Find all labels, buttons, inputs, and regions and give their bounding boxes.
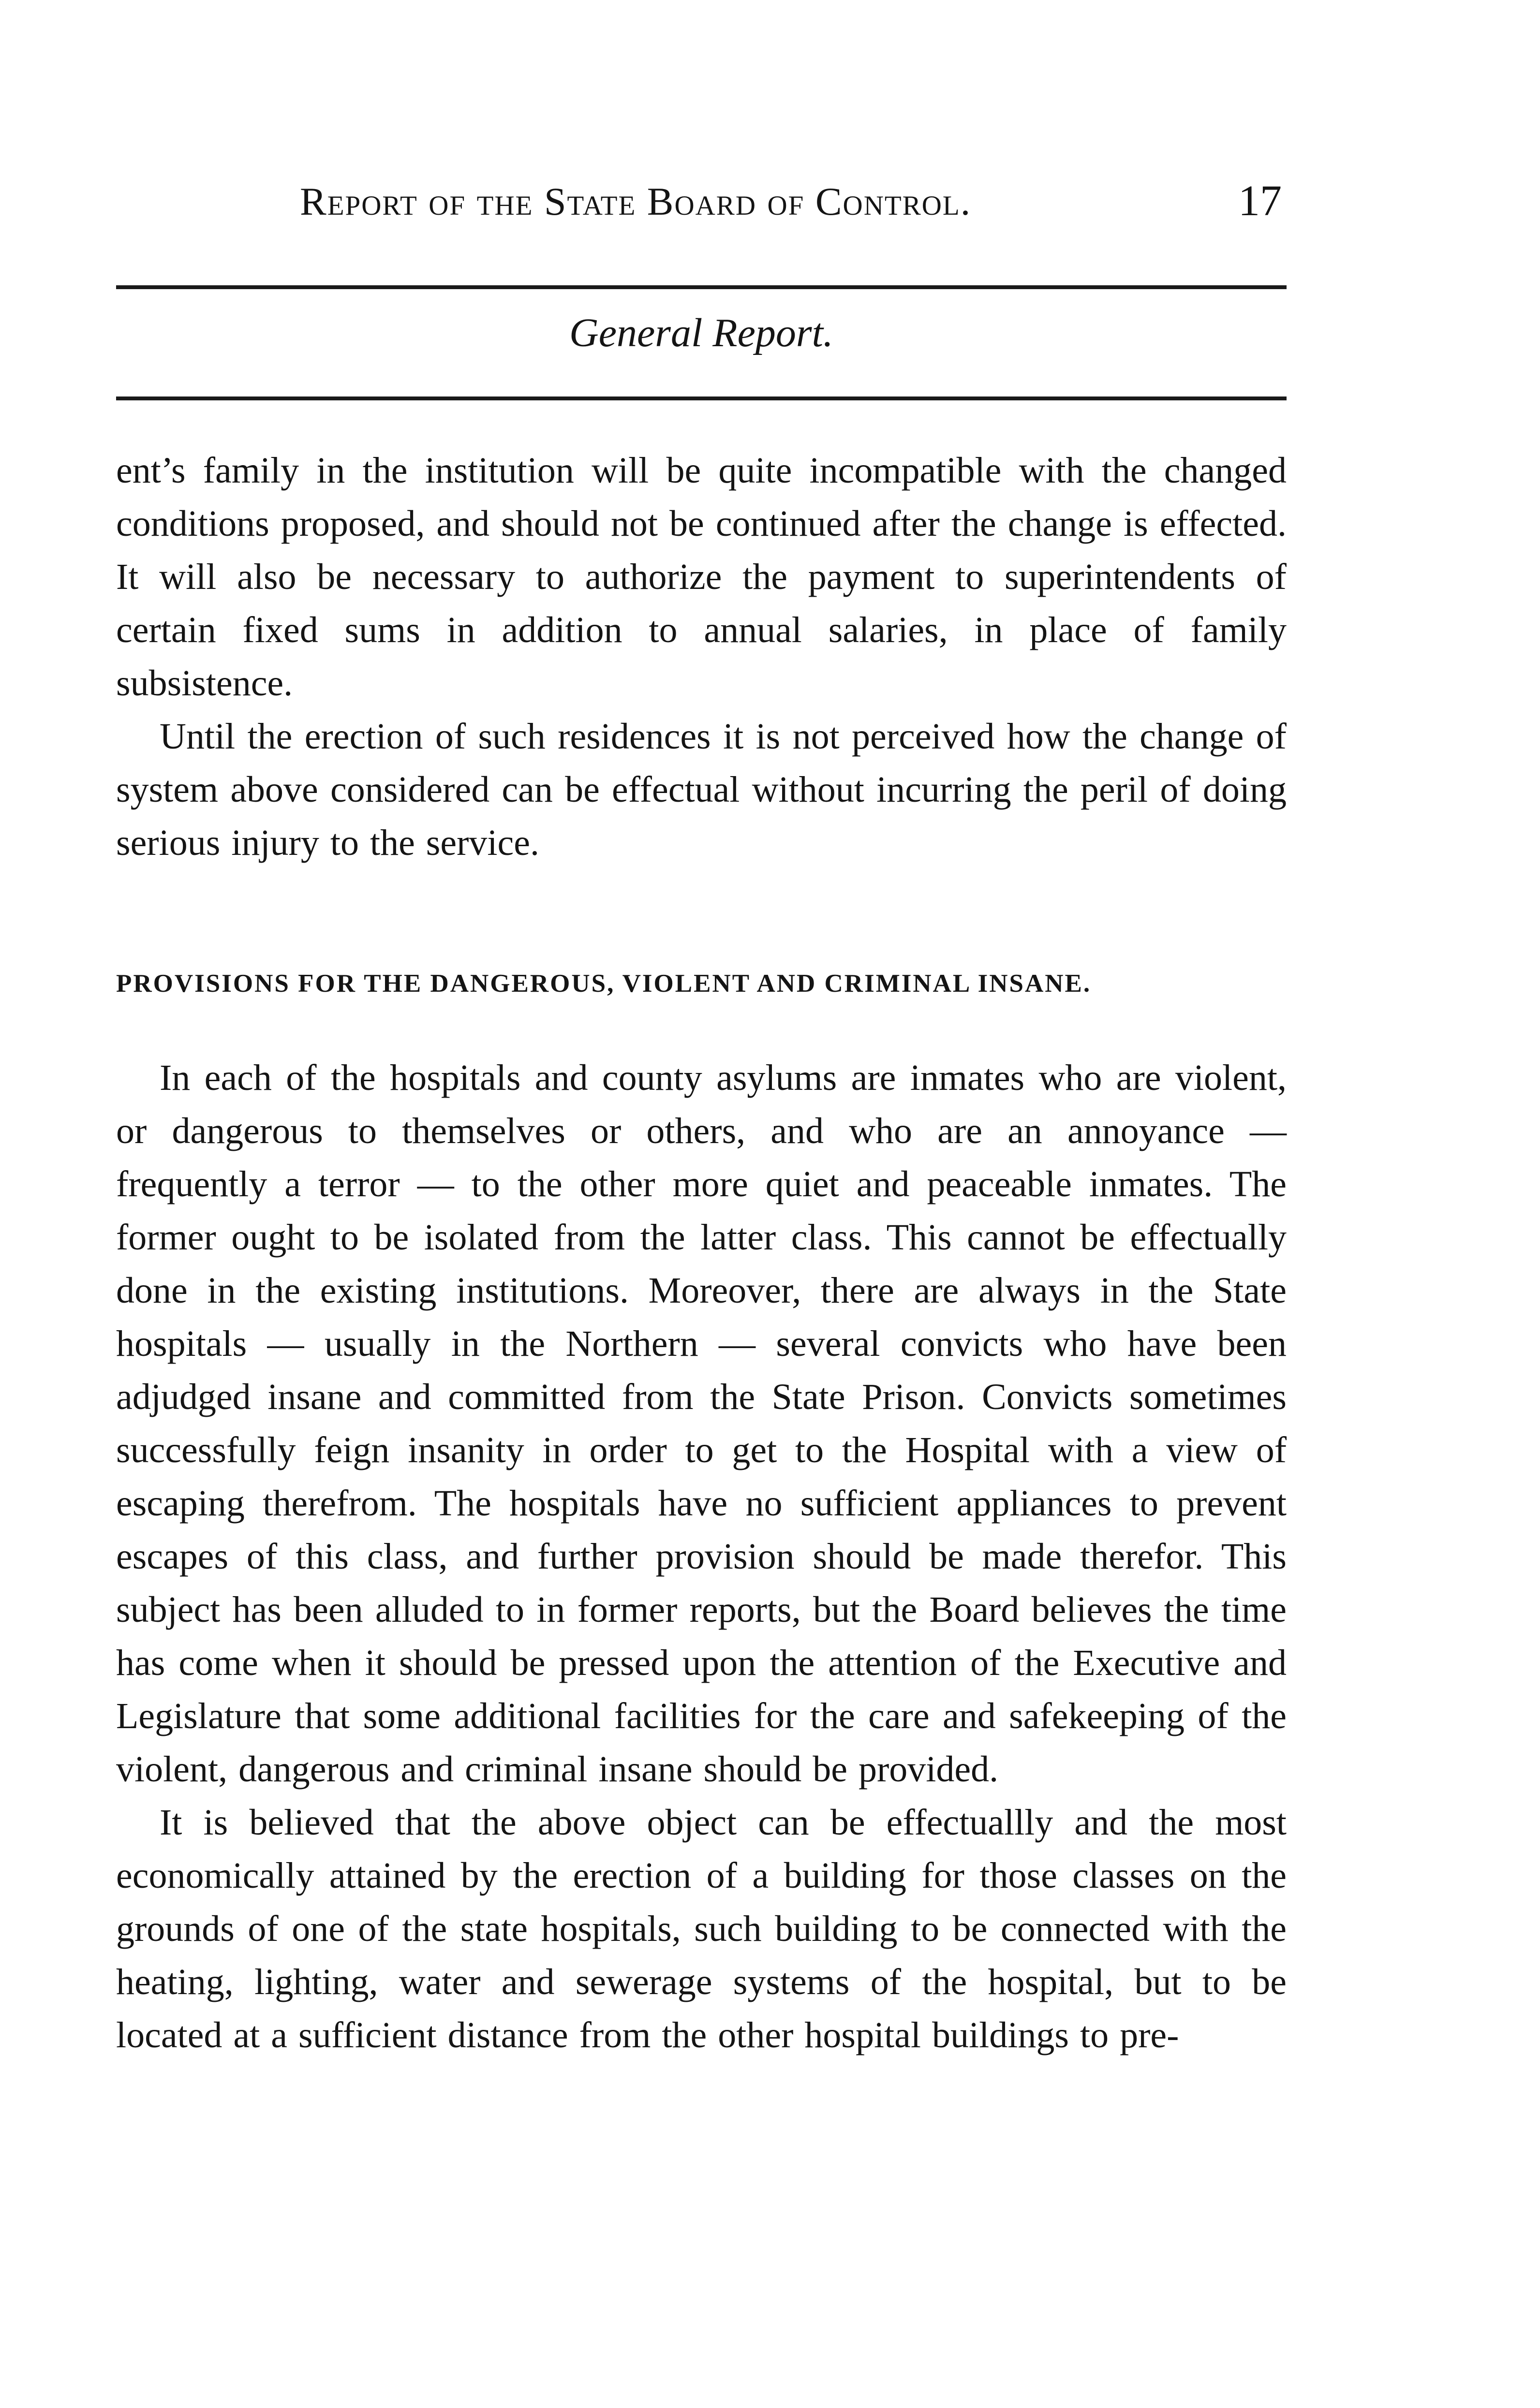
paragraph: ent’s family in the institution will be quite incompatible with the changed conditions proposed, and should not be continued after the change is effected. It will also be necessary to authorize the payment to superintendents of certain fixed sums in addition to annual salaries, in place of family subsistence. bbox=[116, 450, 1287, 704]
header-rule-bottom bbox=[116, 396, 1287, 400]
page-number: 17 bbox=[1238, 177, 1282, 225]
body-text bbox=[116, 444, 1287, 2062]
section-heading: PROVISIONS FOR THE DANGEROUS, VIOLENT AND CRIMINAL INSANE. bbox=[116, 969, 1092, 998]
paragraph: In each of the hospitals and county asylums are inmates who are violent, or dangerous to themselves or others, and who are an annoyance — frequently a terror — to the other more quiet and peaceable inmates. The former ought to be isolated from the latter class. This cannot be effectually done in the existing institutions. Moreover, there are always in the State hospitals — usually in the Northern — several convicts who have been adjudged insane and committed from the State Prison. Convicts sometimes successfully feign insanity in order to get to the Hospital with a view of escaping therefrom. The hospitals have no sufficient appliances to prevent escapes of this class, and further provision should be made therefor. This subject has been alluded to in former reports, but the Board believes the time has come when it should be pressed upon the attention of the Executive and Legislature that some additional facilities for the care and safekeeping of the violent, dangerous and criminal insane should be provided. bbox=[116, 1057, 1287, 1790]
paragraph: It is believed that the above object can be effectuallly and the most economically attained by the erection of a building for those classes on the grounds of one of the state hospitals, such building to be connected with the heating, lighting, water and sewerage systems of the hospital, but to be located at a sufficient distance from the other hospital buildings to pre- bbox=[116, 1802, 1287, 2056]
running-head bbox=[116, 169, 1287, 232]
section-title: General Report. bbox=[569, 310, 833, 355]
paragraph: Until the erection of such residences it is not perceived how the change of system above considered can be effectual without incurring the peril of doing serious injury to the service. bbox=[116, 716, 1287, 863]
header-rule-top bbox=[116, 285, 1287, 289]
running-title: Report of the State Board of Control. bbox=[300, 179, 972, 223]
